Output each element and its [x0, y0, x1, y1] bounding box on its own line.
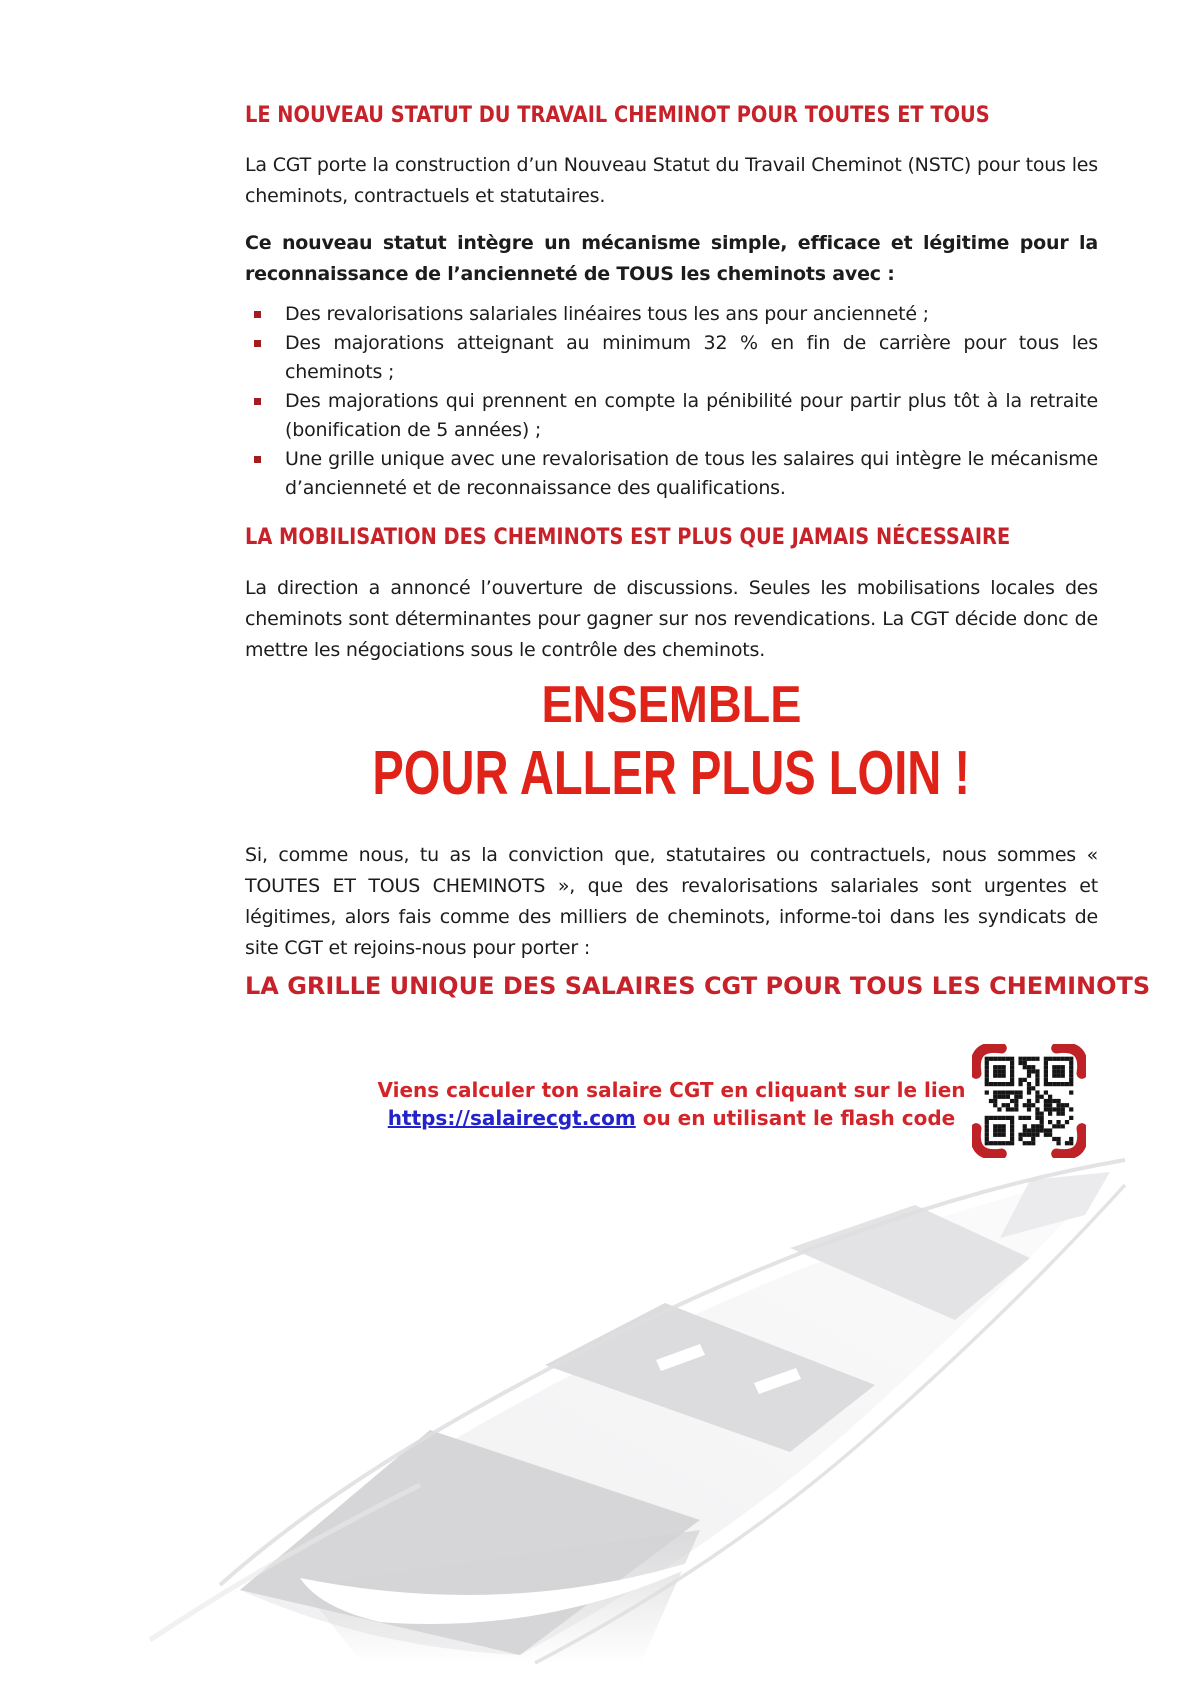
banner-pour-aller-text: POUR ALLER PLUS LOIN ! [372, 739, 971, 808]
salairecgt-link[interactable]: https://salairecgt.com [387, 1106, 636, 1130]
bullet-item: Des revalorisations salariales linéaires tous les ans pour ancienneté ; [245, 300, 1098, 329]
cta-line2 [245, 1104, 1098, 1132]
cta-line1: Viens calculer ton salaire CGT en cliquant sur le lien [377, 1078, 966, 1102]
bullet-item: Une grille unique avec une revalorisation de tous les salaires qui intègre le mécanisme d’ancienneté et de reconnaissance des qualifications. [245, 445, 1098, 503]
cta-block [245, 1076, 1098, 1132]
banner-ensemble-text: ENSEMBLE [541, 676, 802, 734]
banner-line-ensemble [245, 676, 1098, 734]
section-heading-mobilisation [245, 525, 1098, 551]
bullet-list [245, 300, 1098, 503]
banner-line-pour-aller [245, 740, 1098, 808]
paragraph-mobilisation: La direction a annoncé l’ouverture de discussions. Seules les mobilisations locales des cheminots sont déterminantes pour gagner sur nos revendications. La CGT décide donc de mettre les négociations sous le contrôle des cheminots. [245, 577, 1098, 661]
banner [245, 676, 1098, 808]
heading-nstc-text: LE NOUVEAU STATUT DU TRAVAIL CHEMINOT POUR TOUTES ET TOUS [245, 103, 990, 128]
heading-mobilisation-text: LA MOBILISATION DES CHEMINOTS EST PLUS QUE JAMAIS NÉCESSAIRE [245, 525, 1011, 550]
bullet-item: Des majorations qui prennent en compte la pénibilité pour partir plus tôt à la retraite (bonification de 5 années) ; [245, 387, 1098, 445]
paragraph-mechanism: Ce nouveau statut intègre un mécanisme simple, efficace et légitime pour la reconnaissance de l’ancienneté de TOUS les cheminots avec : [245, 232, 1098, 285]
heading-grille-unique: LA GRILLE UNIQUE DES SALAIRES CGT POUR TOUS LES CHEMINOTS [245, 972, 1151, 1000]
section-heading-nstc [245, 103, 1098, 129]
paragraph-invitation: Si, comme nous, tu as la conviction que, statutaires ou contractuels, nous sommes « TOUTES ET TOUS CHEMINOTS », que des revalorisations salariales sont urgentes et légitimes, alors fais comme des milliers de cheminots, informe-toi dans les syndicats de site CGT et rejoins-nous pour porter : [245, 844, 1098, 959]
paragraph-nstc-intro: La CGT porte la construction d’un Nouveau Statut du Travail Cheminot (NSTC) pour tous les cheminots, contractuels et statutaires. [245, 154, 1098, 207]
document-body [245, 0, 1151, 1684]
bullet-item: Des majorations atteignant au minimum 32 % en fin de carrière pour tous les cheminots ; [245, 329, 1098, 387]
cta-line2-rest: ou en utilisant le flash code [642, 1106, 956, 1130]
